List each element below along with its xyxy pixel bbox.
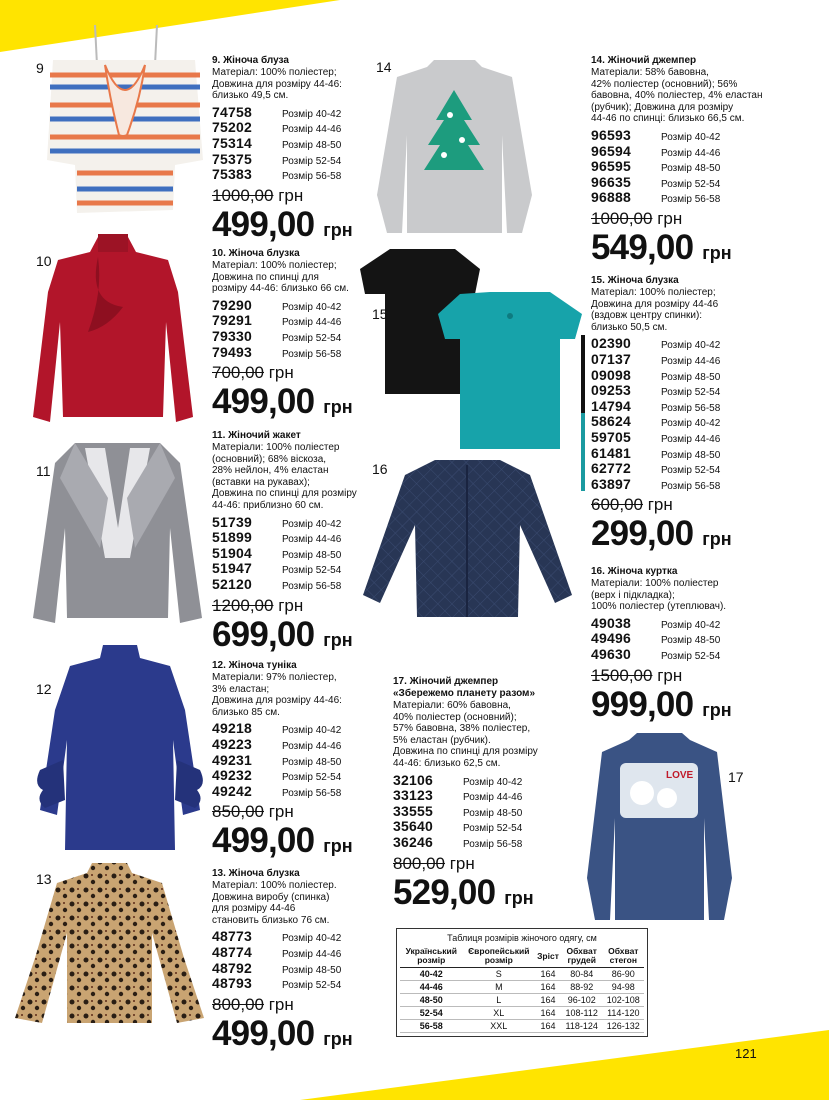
sku-code: 36246	[393, 833, 433, 850]
product-description: Матеріал: 100% поліестер. Довжина виробу (спинка) для розміру 44-46 становить близько 76 см.	[212, 880, 337, 926]
product-17	[393, 676, 573, 916]
sku-code: 96593	[591, 126, 631, 143]
table-row	[400, 1007, 644, 1020]
old-price: 1500,00 грн	[591, 665, 683, 685]
sku-code: 51904	[212, 544, 252, 561]
sku-size: Розмір 52-54	[282, 155, 342, 167]
product-description: Матеріали: 100% поліестер (основний); 68% віскоза, 28% нейлон, 4% еластан (вставки на рукавах); Довжина по спинці для розміру 44-46: приблизно 60 см.	[212, 442, 357, 511]
sku-code: 51739	[212, 513, 252, 530]
jacket-16-image	[360, 455, 575, 620]
product-description: Матеріали: 100% поліестер (верх і підкладка); 100% поліестер (утеплювач).	[591, 578, 727, 613]
sku-size: Розмір 40-42	[661, 131, 721, 143]
sku-code: 51899	[212, 529, 252, 546]
sku-size: Розмір 52-54	[661, 465, 721, 477]
sku-size: Розмір 52-54	[282, 565, 342, 577]
sku-row	[591, 646, 771, 662]
sku-row	[212, 297, 372, 313]
sku-code: 79291	[212, 312, 252, 329]
blouse-9-image	[45, 25, 205, 220]
cell: 80-84	[561, 968, 603, 981]
sku-row	[212, 560, 372, 576]
jumper-14-image	[372, 55, 537, 235]
item-number: 12	[36, 681, 52, 697]
new-price: 699,00 грн	[212, 614, 353, 654]
sku-code: 09253	[591, 382, 631, 399]
new-price: 299,00 грн	[591, 514, 732, 554]
sku-code: 79493	[212, 343, 252, 360]
sku-code: 09098	[591, 366, 631, 383]
sku-code: 49223	[212, 735, 252, 752]
sku-size: Розмір 40-42	[282, 301, 342, 313]
sku-size: Розмір 44-46	[661, 433, 721, 445]
cell: 94-98	[603, 981, 644, 994]
cell: 164	[535, 1020, 561, 1033]
sku-code: 74758	[212, 103, 252, 120]
sku-code: 58624	[591, 413, 631, 430]
sku-size: Розмір 44-46	[282, 534, 342, 546]
product-15	[591, 275, 771, 557]
new-price: 549,00 грн	[591, 227, 732, 267]
sku-size: Розмір 52-54	[282, 772, 342, 784]
product-description: Матеріал: 100% поліестер; Довжина для розміру 44-46: близько 49,5 см.	[212, 67, 342, 102]
sku-size: Розмір 48-50	[463, 807, 523, 819]
sku-code: 49496	[591, 630, 631, 647]
old-price: 1200,00 грн	[212, 595, 304, 615]
sku-row	[591, 445, 771, 461]
sku-row	[212, 576, 372, 592]
cell: 40-42	[400, 968, 463, 981]
sku-row	[212, 975, 372, 991]
old-price: 1000,00 грн	[591, 208, 683, 228]
cell: 48-50	[400, 994, 463, 1007]
sku-size: Розмір 48-50	[661, 371, 721, 383]
cell: 52-54	[400, 1007, 463, 1020]
sku-code: 48792	[212, 959, 252, 976]
tunic-12-image	[35, 640, 205, 855]
cell: M	[463, 981, 536, 994]
header-cell: Європейський розмір	[463, 945, 536, 968]
sku-row	[393, 787, 573, 803]
cell: 164	[535, 994, 561, 1007]
sku-size: Розмір 44-46	[282, 740, 342, 752]
sku-size: Розмір 48-50	[282, 139, 342, 151]
product-description: Матеріали: 60% бавовна, 40% поліестер (основний); 57% бавовна, 38% поліестер, 5% еластан (рубчик). Довжина по спинці для розміру 44-46: близько 62,5 см.	[393, 700, 538, 769]
item-number: 16	[372, 461, 388, 477]
table-row	[400, 968, 644, 981]
sku-row	[591, 476, 771, 492]
product-9	[212, 55, 372, 248]
sku-code: 49630	[591, 645, 631, 662]
cell: 164	[535, 968, 561, 981]
sku-code: 75314	[212, 134, 252, 151]
sku-row	[591, 615, 771, 631]
sku-size: Розмір 40-42	[661, 619, 721, 631]
old-price: 700,00 грн	[212, 363, 294, 383]
sku-code: 75375	[212, 150, 252, 167]
sku-code: 49242	[212, 782, 252, 799]
sku-code: 02390	[591, 335, 631, 352]
sku-row	[212, 328, 372, 344]
sku-size: Розмір 40-42	[463, 776, 523, 788]
sku-code: 75202	[212, 119, 252, 136]
table-row	[400, 1020, 644, 1033]
cell: 126-132	[603, 1020, 644, 1033]
item-number: 11	[36, 463, 51, 479]
size-table-header	[400, 945, 644, 968]
sku-row	[591, 143, 771, 159]
sku-code: 51947	[212, 560, 252, 577]
cell: 108-112	[561, 1007, 603, 1020]
cell: 56-58	[400, 1020, 463, 1033]
sku-size: Розмір 40-42	[661, 418, 721, 430]
cell: 44-46	[400, 981, 463, 994]
sku-size: Розмір 40-42	[282, 933, 342, 945]
product-title: 12. Жіноча туніка	[212, 660, 297, 671]
sku-code: 33123	[393, 787, 433, 804]
sku-size: Розмір 48-50	[661, 449, 721, 461]
sku-size: Розмір 56-58	[661, 402, 721, 414]
old-price: 800,00 грн	[212, 994, 294, 1014]
size-table	[396, 928, 648, 1037]
sku-row	[212, 928, 372, 944]
sku-row	[591, 174, 771, 190]
product-title: 17. Жіночий джемпер «Збережемо планету разом»	[393, 676, 536, 699]
table-row	[400, 981, 644, 994]
old-price: 800,00 грн	[393, 853, 475, 873]
sku-row	[212, 960, 372, 976]
sku-size: Розмір 44-46	[282, 948, 342, 960]
product-description: Матеріал: 100% поліестер; Довжина по спинці для розміру 44-46: близько 66 см.	[212, 260, 349, 295]
item-number: 15	[372, 306, 388, 322]
sku-code: 35640	[393, 818, 433, 835]
sku-size: Розмір 48-50	[661, 163, 721, 175]
new-price: 499,00 грн	[212, 382, 353, 422]
cell: 102-108	[603, 994, 644, 1007]
old-price: 850,00 грн	[212, 802, 294, 822]
sku-row	[393, 834, 573, 850]
sku-code: 79290	[212, 296, 252, 313]
sku-size: Розмір 44-46	[661, 355, 721, 367]
new-price: 499,00 грн	[212, 204, 353, 244]
product-11	[212, 430, 372, 658]
old-price: 600,00 грн	[591, 495, 673, 515]
sku-code: 96595	[591, 158, 631, 175]
sku-code: 75383	[212, 166, 252, 183]
sku-row	[212, 119, 372, 135]
sku-row	[212, 720, 372, 736]
sku-row	[212, 752, 372, 768]
sku-size: Розмір 52-54	[282, 980, 342, 992]
new-price: 529,00 грн	[393, 872, 534, 912]
sku-size: Розмір 44-46	[463, 792, 523, 804]
header-cell: Обхват стегон	[603, 945, 644, 968]
sku-code: 79330	[212, 327, 252, 344]
header-cell: Зріст	[535, 945, 561, 968]
sku-code: 32106	[393, 771, 433, 788]
color-bar-black	[581, 335, 585, 413]
sku-size: Розмір 40-42	[282, 108, 342, 120]
sku-row	[591, 398, 771, 414]
sku-row	[591, 460, 771, 476]
sku-code: 52120	[212, 575, 252, 592]
sku-row	[393, 803, 573, 819]
table-row	[400, 994, 644, 1007]
sku-code: 14794	[591, 397, 631, 414]
sku-size: Розмір 44-46	[661, 147, 721, 159]
sku-size: Розмір 48-50	[282, 964, 342, 976]
header-cell: Обхват грудей	[561, 945, 603, 968]
sku-row	[591, 367, 771, 383]
sku-size: Розмір 40-42	[282, 518, 342, 530]
jacket-11-image	[30, 438, 205, 630]
item-number: 14	[376, 59, 392, 75]
new-price: 499,00 грн	[212, 1013, 353, 1053]
jumper-print-text: LOVE	[666, 770, 694, 781]
sku-size: Розмір 56-58	[463, 838, 523, 850]
sku-size: Розмір 56-58	[282, 787, 342, 799]
sku-size: Розмір 48-50	[282, 756, 342, 768]
sku-size: Розмір 56-58	[661, 480, 721, 492]
product-10	[212, 248, 372, 425]
sku-row	[212, 151, 372, 167]
sku-code: 48774	[212, 943, 252, 960]
cell: 164	[535, 1007, 561, 1020]
sku-code: 07137	[591, 350, 631, 367]
cell: 86-90	[603, 968, 644, 981]
sku-size: Розмір 48-50	[282, 549, 342, 561]
cell: 164	[535, 981, 561, 994]
sku-row	[212, 944, 372, 960]
cell: 96-102	[561, 994, 603, 1007]
cell: XL	[463, 1007, 536, 1020]
item-number: 17	[728, 769, 744, 785]
sku-size: Розмір 56-58	[661, 194, 721, 206]
sku-code: 61481	[591, 444, 631, 461]
sku-size: Розмір 56-58	[282, 171, 342, 183]
sku-code: 49231	[212, 751, 252, 768]
sku-code: 48773	[212, 928, 252, 945]
sku-row	[212, 767, 372, 783]
cell: 88-92	[561, 981, 603, 994]
sku-code: 62772	[591, 460, 631, 477]
item-number: 13	[36, 871, 52, 887]
sku-size: Розмір 52-54	[282, 332, 342, 344]
new-price: 499,00 грн	[212, 821, 353, 861]
product-description: Матеріали: 97% поліестер, 3% еластан; Довжина для розміру 44-46: близько 85 см.	[212, 672, 342, 718]
sku-row	[591, 351, 771, 367]
yellow-corner-bottom	[300, 1030, 829, 1100]
header-cell: Український розмір	[400, 945, 463, 968]
sku-row	[591, 335, 771, 351]
product-13	[212, 868, 372, 1057]
sku-size: Розмір 52-54	[661, 650, 721, 662]
product-title: 10. Жіноча блузка	[212, 248, 300, 259]
product-title: 11. Жіночий жакет	[212, 430, 301, 441]
sku-code: 48793	[212, 975, 252, 992]
sku-row	[212, 166, 372, 182]
blouse-15-image	[360, 244, 585, 454]
product-12	[212, 660, 372, 864]
cell: XXL	[463, 1020, 536, 1033]
sku-size: Розмір 56-58	[282, 580, 342, 592]
sku-code: 63897	[591, 475, 631, 492]
sku-code: 49038	[591, 614, 631, 631]
sku-size: Розмір 44-46	[282, 317, 342, 329]
sku-row	[212, 545, 372, 561]
blouse-10-image	[28, 232, 198, 427]
product-title: 16. Жіноча куртка	[591, 566, 678, 577]
sku-row	[591, 127, 771, 143]
sku-size: Розмір 52-54	[463, 823, 523, 835]
color-bar-teal	[581, 413, 585, 491]
sku-row	[212, 104, 372, 120]
sku-row	[591, 382, 771, 398]
sku-size: Розмір 48-50	[661, 635, 721, 647]
sku-code: 59705	[591, 428, 631, 445]
sku-row	[591, 630, 771, 646]
cell: 118-124	[561, 1020, 603, 1033]
sku-row	[212, 529, 372, 545]
sku-row	[212, 135, 372, 151]
sku-row	[591, 158, 771, 174]
product-title: 13. Жіноча блузка	[212, 868, 300, 879]
sku-row	[591, 413, 771, 429]
old-price: 1000,00 грн	[212, 185, 304, 205]
cell: 114-120	[603, 1007, 644, 1020]
cell: S	[463, 968, 536, 981]
product-16	[591, 566, 771, 728]
product-description: Матеріали: 58% бавовна, 42% поліестер (основний); 56% бавовна, 40% поліестер, 4% еластан (рубчик); Довжина для розміру 44-46 по спинці: близько 66,5 см.	[591, 67, 763, 125]
sku-code: 49232	[212, 767, 252, 784]
sku-size: Розмір 40-42	[282, 725, 342, 737]
sku-size: Розмір 44-46	[282, 124, 342, 136]
sku-size: Розмір 56-58	[282, 348, 342, 360]
sku-code: 49218	[212, 720, 252, 737]
page-number: 121	[735, 1046, 757, 1061]
sku-code: 33555	[393, 802, 433, 819]
product-title: 14. Жіночий джемпер	[591, 55, 697, 66]
jumper-17-image	[582, 728, 737, 923]
sku-size: Розмір 52-54	[661, 387, 721, 399]
sku-row	[212, 736, 372, 752]
sku-row	[591, 429, 771, 445]
sku-row	[212, 514, 372, 530]
sku-size: Розмір 40-42	[661, 340, 721, 352]
new-price: 999,00 грн	[591, 684, 732, 724]
product-description: Матеріал: 100% поліестер; Довжина для розміру 44-46 (вздовж центру спинки): близько 50,5 см.	[591, 287, 719, 333]
sku-code: 96635	[591, 173, 631, 190]
sku-row	[212, 344, 372, 360]
product-14	[591, 55, 771, 271]
product-title: 9. Жіноча блуза	[212, 55, 289, 66]
sku-row	[212, 783, 372, 799]
size-table-caption: Таблиця розмірів жіночого одягу, см	[447, 933, 597, 943]
sku-row	[591, 189, 771, 205]
item-number: 10	[36, 253, 52, 269]
cell: L	[463, 994, 536, 1007]
item-number: 9	[36, 60, 44, 76]
sku-row	[393, 818, 573, 834]
sku-code: 96594	[591, 142, 631, 159]
sku-size: Розмір 52-54	[661, 178, 721, 190]
sku-row	[212, 312, 372, 328]
sku-code: 96888	[591, 189, 631, 206]
sku-row	[393, 772, 573, 788]
product-title: 15. Жіноча блузка	[591, 275, 679, 286]
